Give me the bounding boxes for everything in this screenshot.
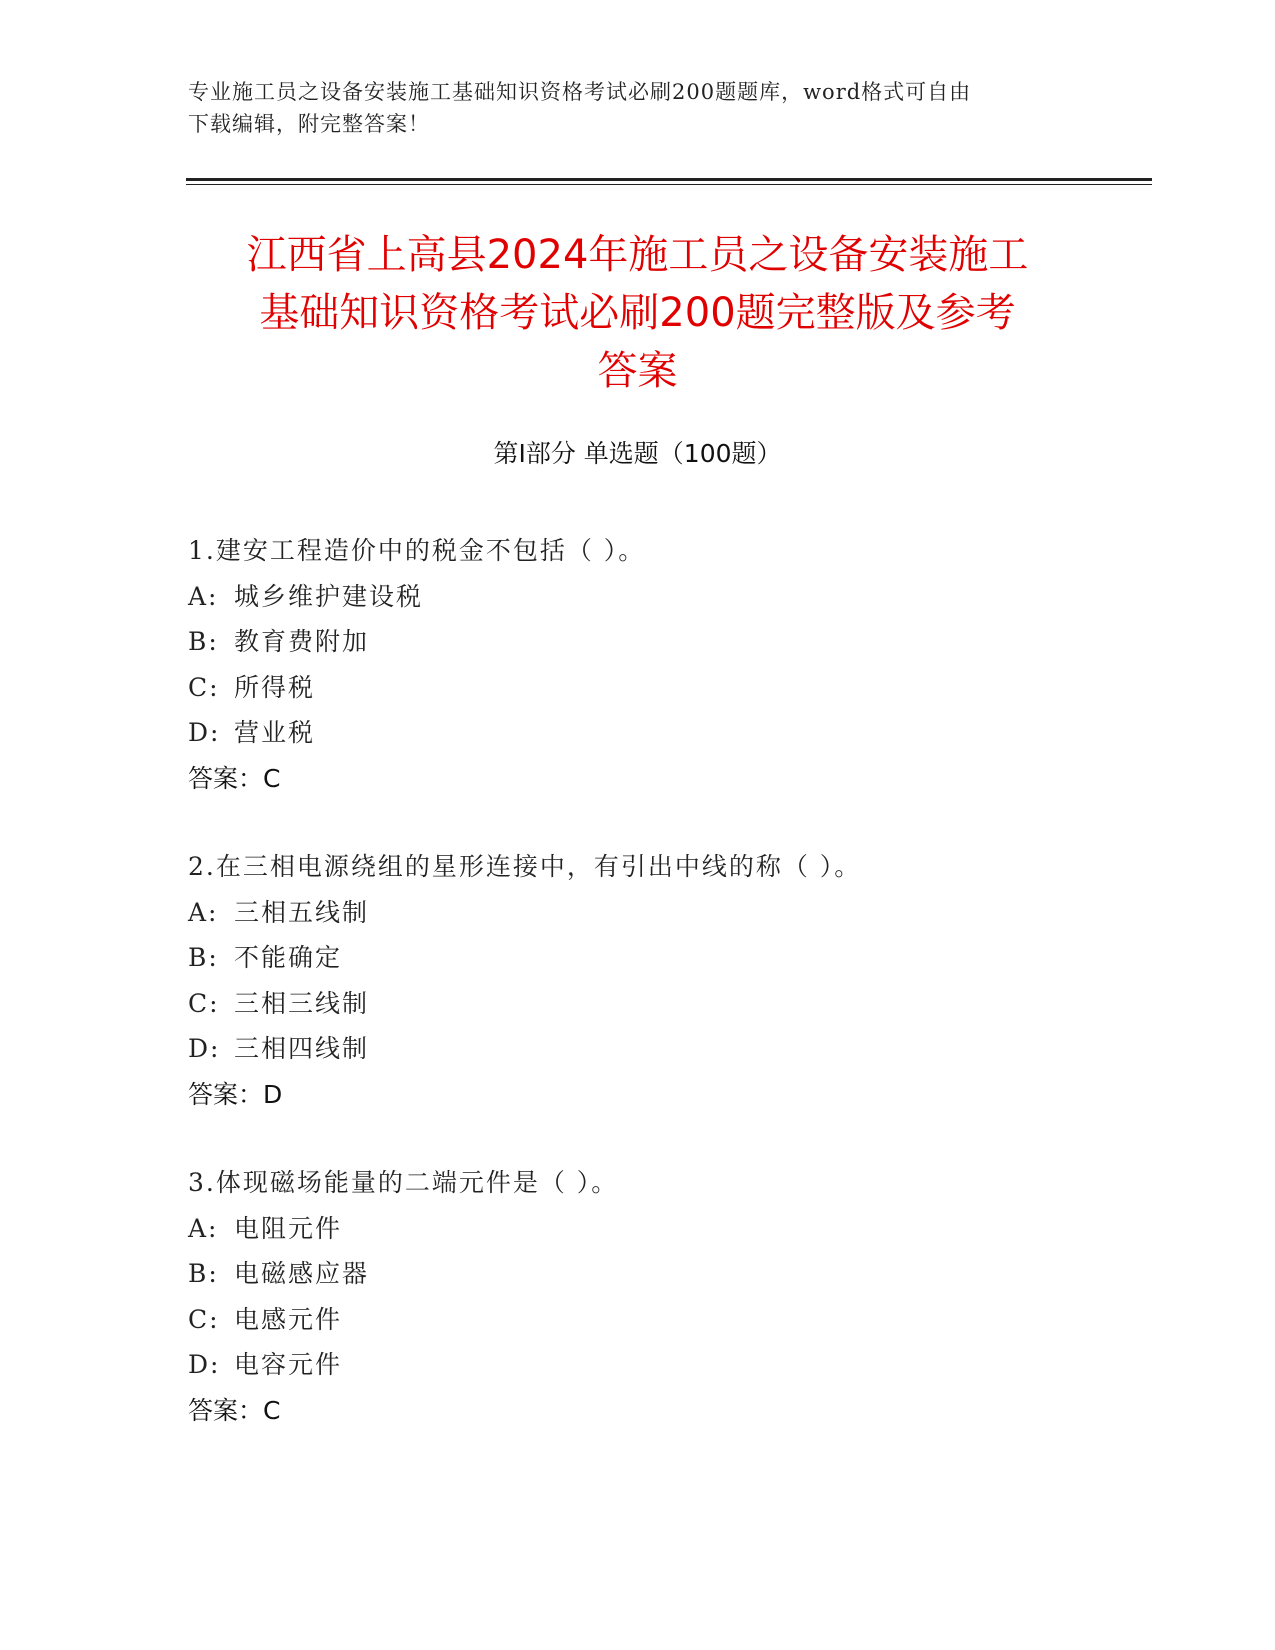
option-key: B:: [188, 627, 219, 656]
option-key: A:: [188, 897, 219, 927]
question-stem: 2.在三相电源绕组的星形连接中，有引出中线的称（ ）。: [188, 852, 862, 881]
header-note: [188, 76, 1088, 140]
header-rule-thin: [186, 184, 1152, 185]
option-b: [188, 1251, 1168, 1297]
option-text: 电容元件: [234, 1350, 343, 1379]
question-2: [188, 844, 1168, 1117]
option-b: [188, 619, 1168, 665]
option-d: [188, 1342, 1168, 1388]
option-key: C:: [188, 672, 220, 702]
document-title-line-2: 基础知识资格考试必刷200题完整版及参考: [259, 290, 1016, 336]
document-title-line-3: 答案: [597, 348, 678, 394]
option-text: 电阻元件: [234, 1213, 343, 1243]
question-3: [188, 1160, 1168, 1433]
question-1: [188, 528, 1168, 801]
question-list: [188, 528, 1168, 1476]
header-note-line-2: 下载编辑，附完整答案！: [188, 112, 430, 136]
option-text: 营业税: [234, 718, 316, 747]
option-a: [188, 890, 1168, 936]
option-text: 电磁感应器: [234, 1259, 370, 1288]
option-text: 电感元件: [234, 1304, 343, 1334]
answer: 答案：D: [188, 1079, 283, 1109]
option-text: 三相五线制: [234, 897, 370, 927]
option-a: [188, 1206, 1168, 1252]
option-c: [188, 981, 1168, 1027]
question-stem: 3.体现磁场能量的二端元件是（ ）。: [188, 1168, 619, 1197]
option-b: [188, 935, 1168, 981]
option-text: 教育费附加: [234, 627, 370, 656]
option-key: D:: [188, 1034, 221, 1063]
option-key: A:: [188, 1213, 219, 1243]
option-key: A:: [188, 581, 219, 611]
header-rule-thick: [186, 178, 1152, 181]
option-c: [188, 1297, 1168, 1343]
option-key: C:: [188, 1304, 220, 1334]
option-key: B:: [188, 943, 219, 972]
option-text: 不能确定: [234, 943, 343, 972]
option-text: 所得税: [234, 672, 316, 702]
option-text: 三相三线制: [234, 988, 370, 1018]
option-key: B:: [188, 1259, 219, 1288]
question-stem: 1.建安工程造价中的税金不包括（ ）。: [188, 536, 646, 565]
option-d: [188, 710, 1168, 756]
option-text: 三相四线制: [234, 1034, 370, 1063]
option-key: C:: [188, 988, 220, 1018]
option-d: [188, 1026, 1168, 1072]
header-note-line-1: 专业施工员之设备安装施工基础知识资格考试必刷200题题库，word格式可自由: [188, 80, 972, 104]
document-title: [150, 226, 1125, 400]
option-a: [188, 574, 1168, 620]
section-title: 第Ⅰ部分 单选题（100题）: [493, 439, 782, 468]
option-text: 城乡维护建设税: [234, 581, 424, 611]
answer: 答案：C: [188, 1395, 281, 1425]
option-c: [188, 665, 1168, 711]
option-key: D:: [188, 1350, 221, 1379]
answer: 答案：C: [188, 763, 281, 793]
option-key: D:: [188, 718, 221, 747]
document-title-line-1: 江西省上高县2024年施工员之设备安装施工: [246, 232, 1029, 278]
